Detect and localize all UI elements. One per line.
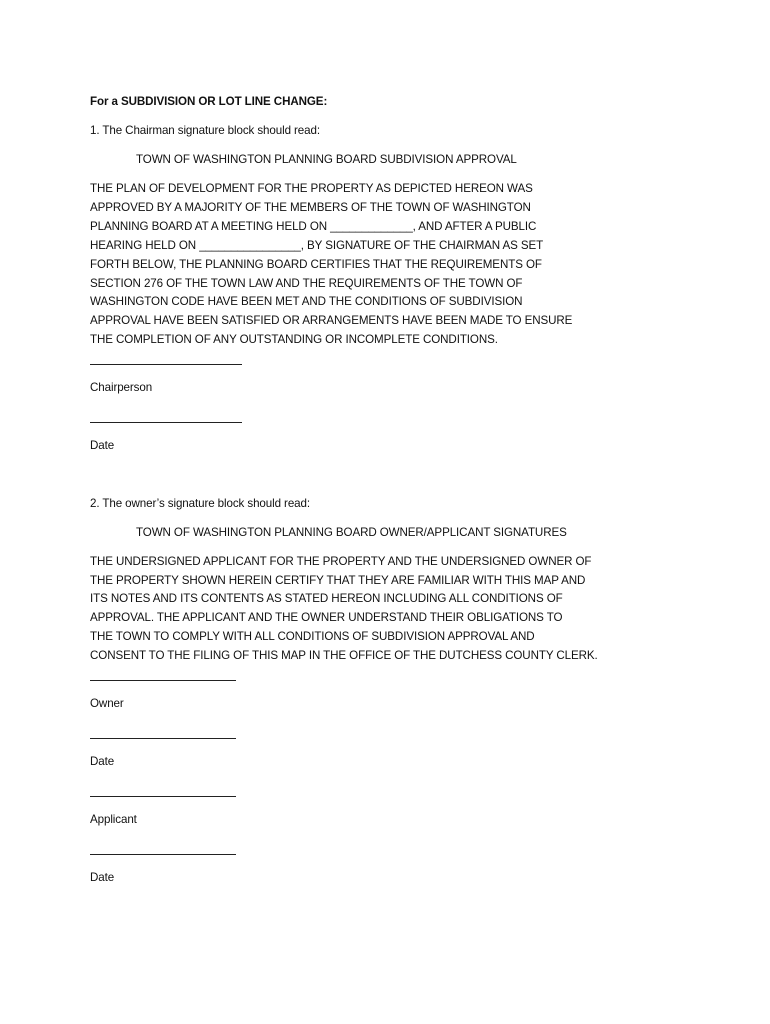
section1-heading: For a SUBDIVISION OR LOT LINE CHANGE: (90, 95, 328, 108)
section1-paragraph-line: APPROVED BY A MAJORITY OF THE MEMBERS OF THE TOWN OF WASHINGTON (90, 201, 531, 214)
chairperson-label: Chairperson (90, 381, 153, 394)
section1-paragraph-line: FORTH BELOW, THE PLANNING BOARD CERTIFIES THAT THE REQUIREMENTS OF (90, 258, 542, 271)
section2-paragraph-line: ITS NOTES AND ITS CONTENTS AS STATED HEREON INCLUDING ALL CONDITIONS OF (90, 592, 563, 605)
chairperson-date-line (90, 422, 242, 423)
section1-paragraph-line: SECTION 276 OF THE TOWN LAW AND THE REQUIREMENTS OF THE TOWN OF (90, 277, 523, 290)
section1-paragraph-line: THE COMPLETION OF ANY OUTSTANDING OR INCOMPLETE CONDITIONS. (90, 333, 498, 346)
owner-date-line (90, 738, 236, 739)
section1-paragraph-line: PLANNING BOARD AT A MEETING HELD ON _____________, AND AFTER A PUBLIC (90, 220, 537, 233)
section2-paragraph-line: APPROVAL. THE APPLICANT AND THE OWNER UNDERSTAND THEIR OBLIGATIONS TO (90, 611, 563, 624)
section2-paragraph-line: CONSENT TO THE FILING OF THIS MAP IN THE OFFICE OF THE DUTCHESS COUNTY CLERK. (90, 649, 598, 662)
owner-label: Owner (90, 697, 124, 710)
applicant-label: Applicant (90, 813, 137, 826)
chairperson-date-label: Date (90, 439, 115, 452)
section2-intro: 2. The owner’s signature block should read: (90, 497, 310, 510)
section1-paragraph-line: THE PLAN OF DEVELOPMENT FOR THE PROPERTY AS DEPICTED HEREON WAS (90, 182, 533, 195)
section2-paragraph-line: THE TOWN TO COMPLY WITH ALL CONDITIONS OF SUBDIVISION APPROVAL AND (90, 630, 535, 643)
owner-date-label: Date (90, 755, 115, 768)
section1-intro: 1. The Chairman signature block should read: (90, 124, 320, 137)
owner-signature-line (90, 680, 236, 681)
section1-paragraph-line: HEARING HELD ON ________________, BY SIGNATURE OF THE CHAIRMAN AS SET (90, 239, 544, 252)
chairperson-signature-line (90, 364, 242, 365)
section2-paragraph-line: THE PROPERTY SHOWN HEREIN CERTIFY THAT THEY ARE FAMILIAR WITH THIS MAP AND (90, 574, 586, 587)
section2-paragraph-line: THE UNDERSIGNED APPLICANT FOR THE PROPERTY AND THE UNDERSIGNED OWNER OF (90, 555, 592, 568)
section1-paragraph-line: WASHINGTON CODE HAVE BEEN MET AND THE CONDITIONS OF SUBDIVISION (90, 295, 523, 308)
section1-paragraph-line: APPROVAL HAVE BEEN SATISFIED OR ARRANGEMENTS HAVE BEEN MADE TO ENSURE (90, 314, 573, 327)
applicant-date-line (90, 854, 236, 855)
section2-block-title: TOWN OF WASHINGTON PLANNING BOARD OWNER/APPLICANT SIGNATURES (136, 526, 567, 539)
applicant-signature-line (90, 796, 236, 797)
section1-block-title: TOWN OF WASHINGTON PLANNING BOARD SUBDIVISION APPROVAL (136, 153, 517, 166)
applicant-date-label: Date (90, 871, 115, 884)
